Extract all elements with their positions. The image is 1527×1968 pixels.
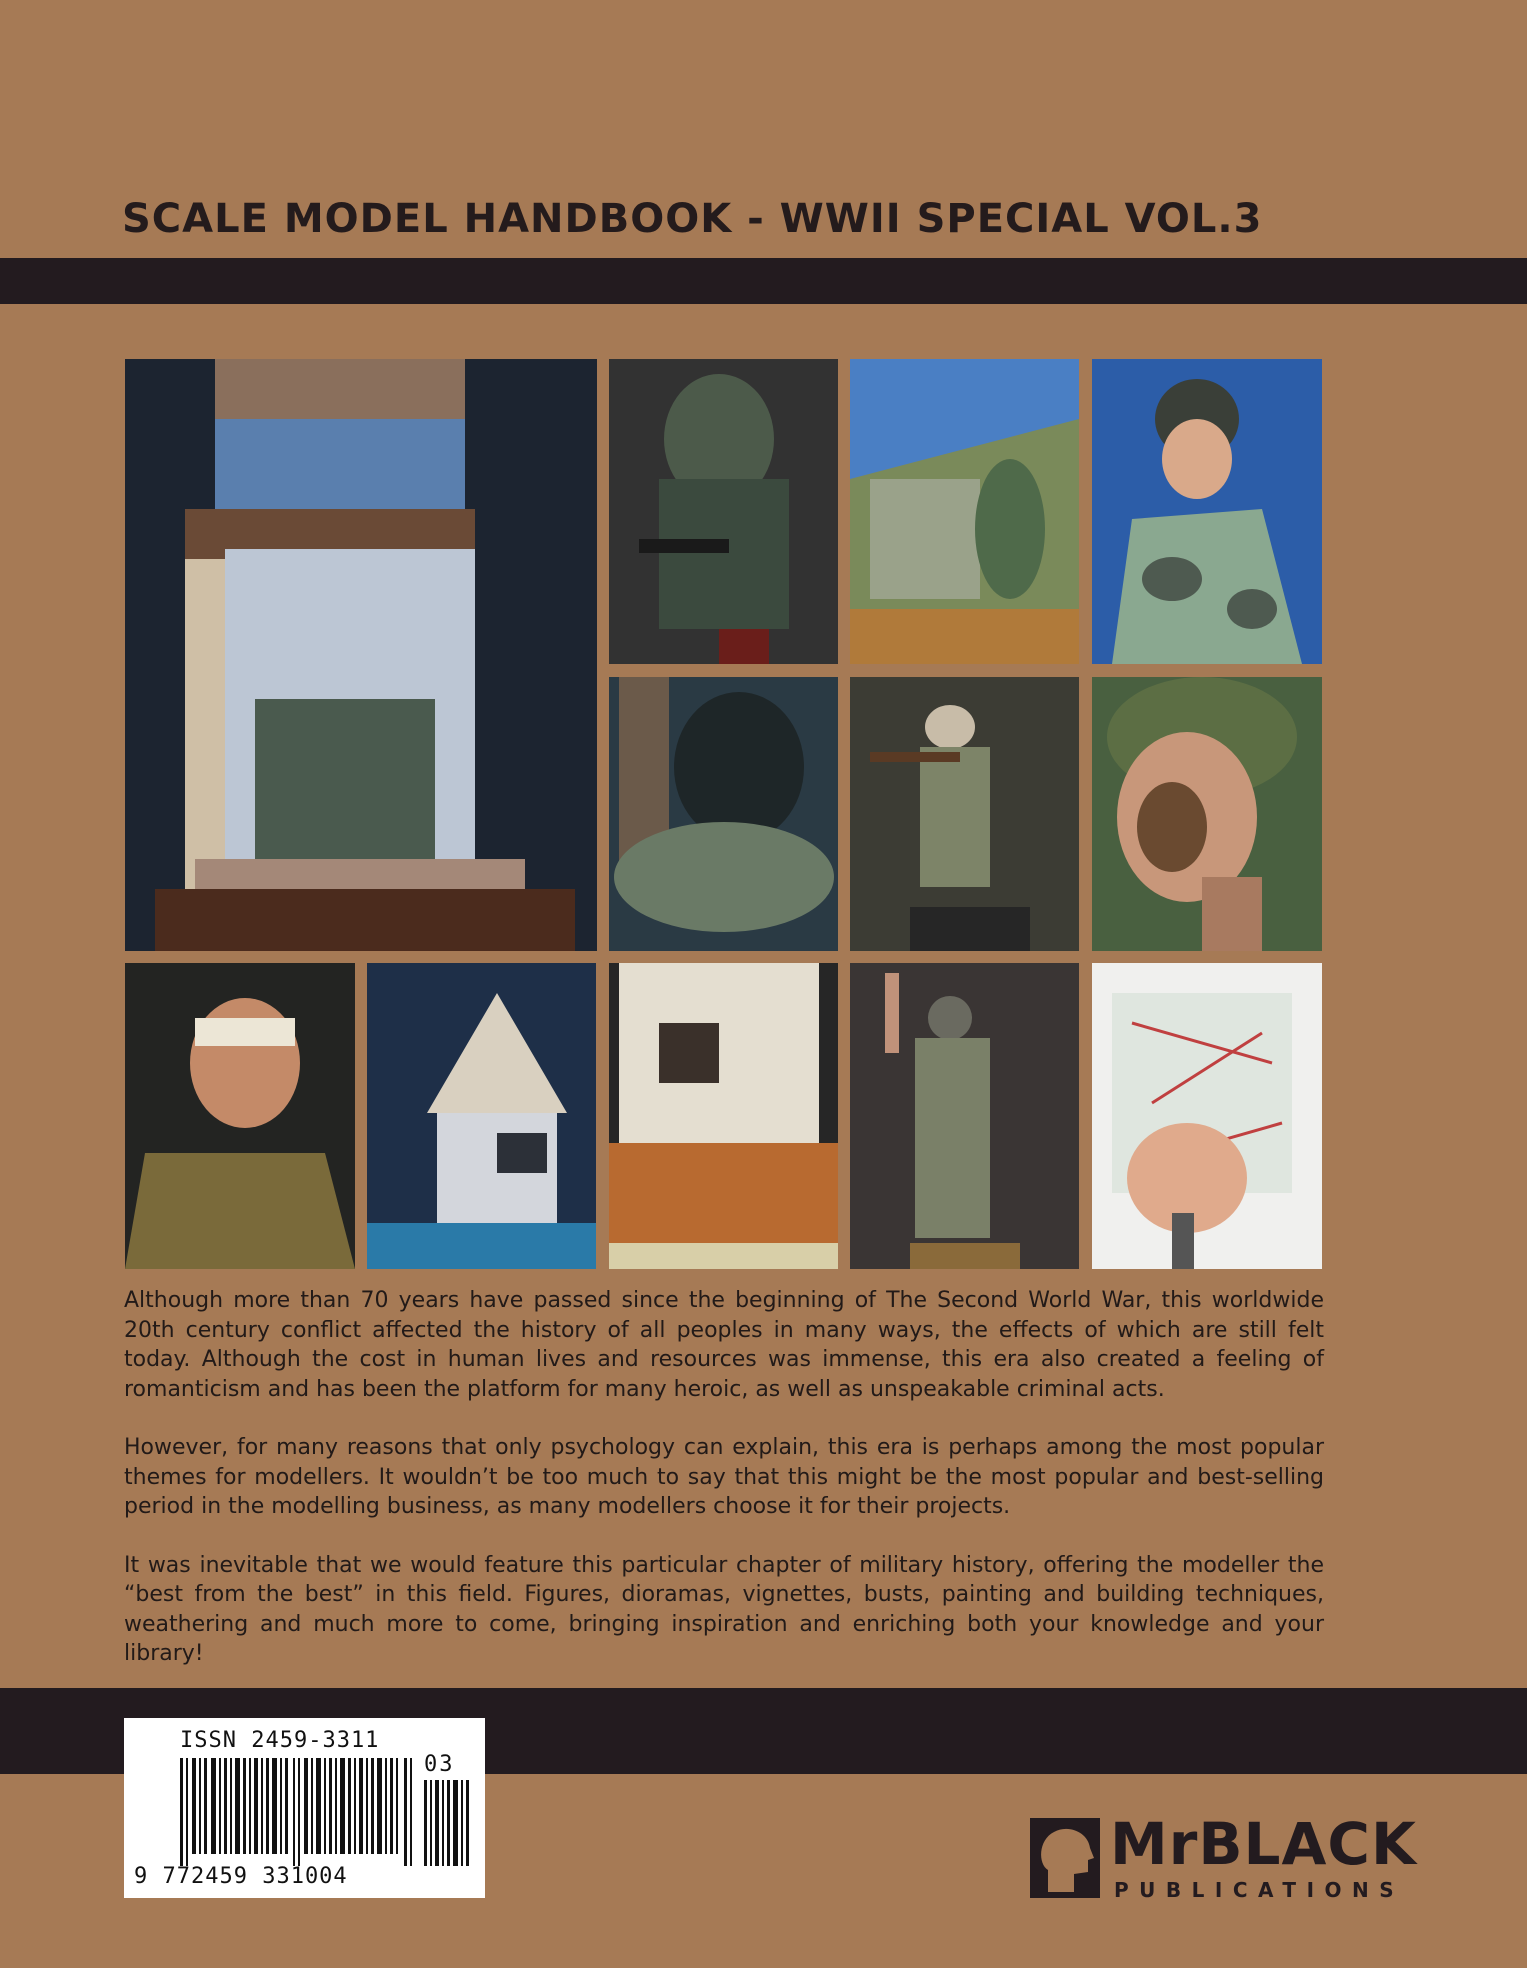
photo-diorama-ruined-house xyxy=(125,359,597,951)
body-paragraph-3: It was inevitable that we would feature this particular chapter of military history, offering the modeller the “best from the best” in this field. Figures, dioramas, vignettes, busts, painting and building techniques, weathering and much more to come, bringing inspiration and enriching both your knowledge and your library! xyxy=(124,1552,1324,1666)
publisher-sub: PUBLICATIONS xyxy=(1114,1878,1405,1902)
photo-figure-waving xyxy=(850,963,1079,1269)
ean-number: 9 772459 331004 xyxy=(134,1864,348,1889)
photo-figure-rifleman xyxy=(850,677,1079,951)
silhouette-head-icon xyxy=(1030,1818,1100,1898)
photo-bust-hood-back xyxy=(609,677,838,951)
book-title: SCALE MODEL HANDBOOK - WWII SPECIAL VOL.3 xyxy=(122,196,1263,242)
body-paragraph-2: However, for many reasons that only psychology can explain, this era is perhaps among the most popular themes for modellers. It wouldn’t be too much to say that this might be the most popular and best-selling period in the modelling business, as many modellers choose it for their projects. xyxy=(124,1435,1324,1519)
photo-bust-hooded-soldier xyxy=(609,359,838,664)
photo-hand-map xyxy=(1092,963,1322,1269)
photo-bust-bandaged xyxy=(125,963,355,1269)
body-paragraph-1: Although more than 70 years have passed since the beginning of The Second World War, this worldwide 20th century conflict affected the history of all peoples in many ways, the effects of which are still felt today. Although the cost in human lives and resources was immense, this era also created a feeling of romanticism and has been the platform for many heroic, as well as unspeakable criminal acts. xyxy=(124,1288,1324,1402)
photo-figure-camo-smock xyxy=(1092,359,1322,664)
photo-vignette-sandbags xyxy=(850,359,1079,664)
barcode-label xyxy=(124,1718,485,1898)
photo-building-construction xyxy=(367,963,596,1269)
addon-barcode-icon xyxy=(424,1780,470,1866)
body-text xyxy=(124,1286,1324,1698)
issue-number: 03 xyxy=(424,1752,455,1777)
top-band xyxy=(0,258,1527,304)
photo-head-camo-helmet xyxy=(1092,677,1322,951)
publisher-logo xyxy=(1030,1810,1490,1908)
barcode-icon xyxy=(180,1758,416,1866)
issn-text: ISSN 2459-3311 xyxy=(180,1728,380,1753)
photo-diorama-autumn-ruin xyxy=(609,963,838,1269)
publisher-name: MrBLACK xyxy=(1110,1810,1417,1878)
